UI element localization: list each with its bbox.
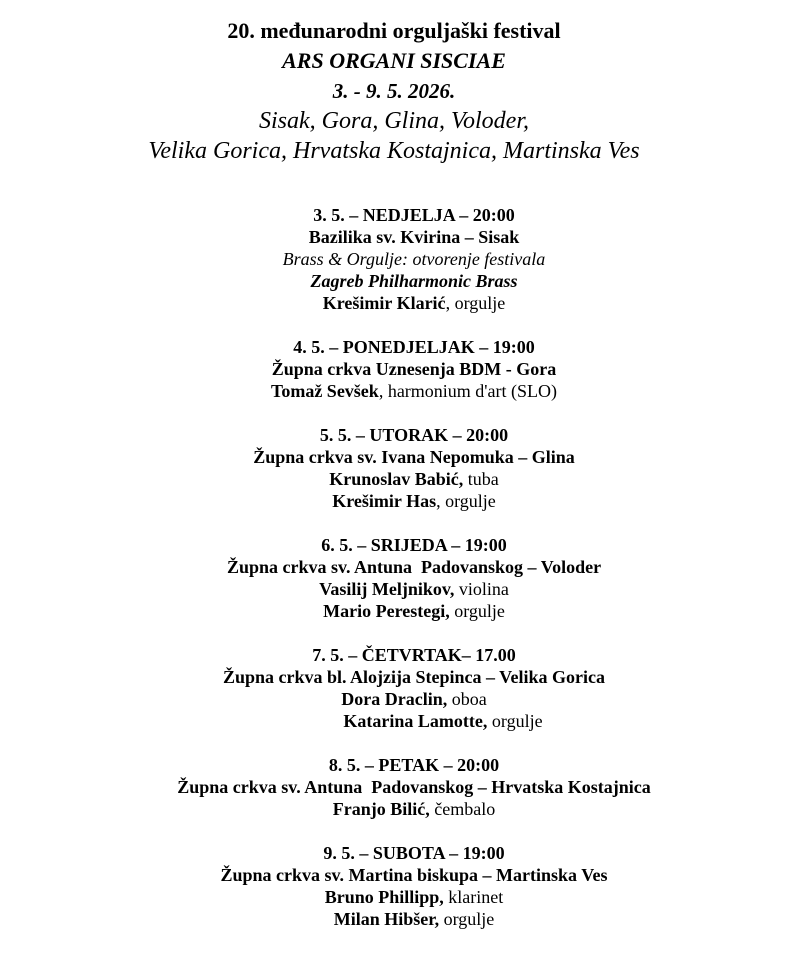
event-text-part: 5. 5. – UTORAK – 20:00: [319, 425, 509, 445]
event-text-part: 7. 5. – ČETVRTAK– 17.00: [312, 645, 516, 665]
event-line: [40, 688, 788, 710]
event-line: [40, 864, 788, 886]
festival-locations-line2: Velika Gorica, Hrvatska Kostajnica, Martinska Ves: [148, 138, 640, 164]
event-line: [40, 380, 788, 402]
event-text-part: Krunoslav Babić,: [329, 469, 464, 489]
event-line: [40, 490, 788, 512]
event-line: [69, 710, 788, 732]
event-text-part: 4. 5. – PONEDJELJAK – 19:00: [293, 337, 535, 357]
event-line: [40, 226, 788, 248]
event-line: [40, 798, 788, 820]
event-text-part: Franjo Bilić,: [332, 799, 430, 819]
event-block: [40, 424, 788, 512]
event-text-part: klarinet: [443, 887, 504, 907]
event-line: [40, 534, 788, 556]
event-text-part: Krešimir Klarić: [322, 293, 446, 313]
festival-title: 20. međunarodni orguljaški festival: [227, 18, 561, 43]
event-line: [40, 292, 788, 314]
event-text-part: oboa: [447, 689, 487, 709]
event-line: [40, 358, 788, 380]
event-line: [40, 886, 788, 908]
event-text-part: tuba: [463, 469, 499, 489]
event-text-part: čembalo: [429, 799, 496, 819]
event-line: [40, 204, 788, 226]
event-text-part: Župna crkva sv. Antuna Padovanskog – Hrvatska Kostajnica: [177, 777, 651, 797]
event-text-part: Župna crkva sv. Ivana Nepomuka – Glina: [253, 447, 575, 467]
event-text-part: 8. 5. – PETAK – 20:00: [328, 755, 500, 775]
event-text-part: Milan Hibšer,: [333, 909, 440, 929]
event-text-part: orgulje: [487, 711, 543, 731]
event-line: [40, 842, 788, 864]
event-line: [40, 644, 788, 666]
event-line: [40, 754, 788, 776]
event-line: [40, 578, 788, 600]
event-text-part: , orgulje: [436, 491, 496, 511]
event-text-part: 6. 5. – SRIJEDA – 19:00: [321, 535, 507, 555]
event-line: [40, 666, 788, 688]
event-list: [0, 204, 788, 930]
event-line: [40, 336, 788, 358]
event-text-part: Brass & Orgulje: otvorenje festivala: [282, 249, 546, 269]
event-line: [40, 556, 788, 578]
event-text-part: Župna crkva Uznesenja BDM - Gora: [271, 359, 557, 379]
event-line: [40, 446, 788, 468]
event-block: [40, 754, 788, 820]
event-text-part: Župna crkva sv. Martina biskupa – Martinska Ves: [220, 865, 608, 885]
festival-dates: 3. - 9. 5. 2026.: [332, 79, 456, 103]
event-line: [40, 600, 788, 622]
event-text-part: Bazilika sv. Kvirina – Sisak: [308, 227, 520, 247]
program-header: [0, 16, 788, 166]
event-text-part: Katarina Lamotte,: [343, 711, 488, 731]
festival-locations-line1: Sisak, Gora, Glina, Voloder,: [259, 108, 529, 134]
festival-name: ARS ORGANI SISCIAE: [282, 48, 506, 73]
event-block: [40, 204, 788, 314]
event-block: [40, 842, 788, 930]
event-text-part: Tomaž Sevšek: [270, 381, 379, 401]
event-line: [40, 908, 788, 930]
event-text-part: Mario Perestegi,: [323, 601, 450, 621]
event-line: [40, 468, 788, 490]
event-text-part: violina: [454, 579, 509, 599]
event-line: [40, 270, 788, 292]
event-text-part: 3. 5. – NEDJELJA – 20:00: [313, 205, 515, 225]
event-text-part: Krešimir Has: [332, 491, 437, 511]
event-line: [40, 424, 788, 446]
event-text-part: 9. 5. – SUBOTA – 19:00: [323, 843, 505, 863]
event-line: [40, 776, 788, 798]
event-text-part: Zagreb Philharmonic Brass: [310, 271, 518, 291]
event-text-part: Dora Draclin,: [341, 689, 448, 709]
event-text-part: Župna crkva bl. Alojzija Stepinca – Velika Gorica: [222, 667, 606, 687]
event-block: [40, 336, 788, 402]
event-text-part: , orgulje: [445, 293, 506, 313]
event-text-part: Župna crkva sv. Antuna Padovanskog – Voloder: [226, 557, 602, 577]
event-text-part: orgulje: [449, 601, 505, 621]
event-line: [40, 248, 788, 270]
event-text-part: Vasilij Meljnikov,: [319, 579, 455, 599]
event-block: [40, 534, 788, 622]
event-text-part: Bruno Phillipp,: [324, 887, 444, 907]
event-text-part: orgulje: [439, 909, 495, 929]
event-text-part: , harmonium d'art (SLO): [378, 381, 558, 401]
event-block: [40, 644, 788, 732]
